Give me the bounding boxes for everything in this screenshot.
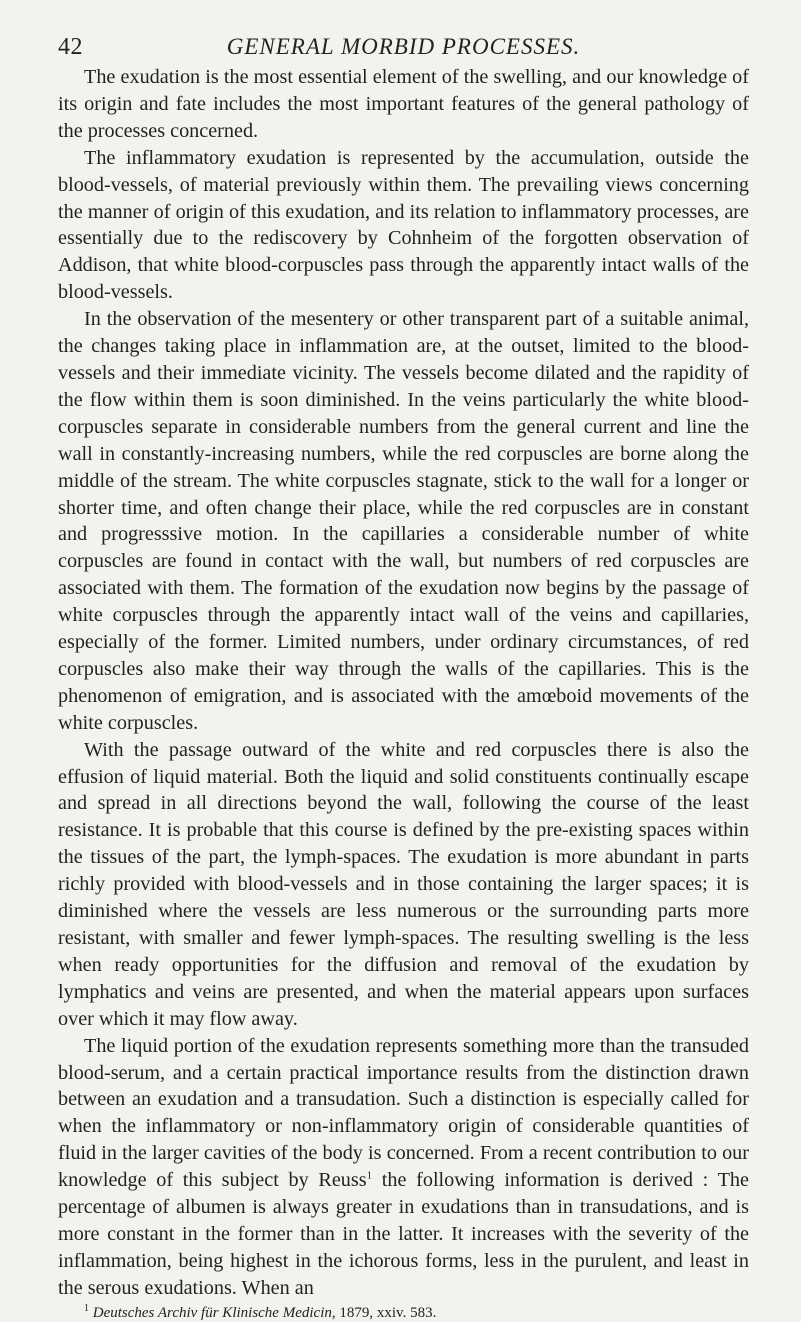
paragraph-liquid-effusion: With the passage outward of the white and red corpuscles there is also the effusion of liquid material. Both the liquid and solid constituents continually escape and spread in all directions beyond the wall, following the course of the least resistance. It is probable that this course is defined by the pre-existing spaces within the tissues of the part, the lymph-spaces. The exudation is more abundant in parts richly provided with blood-vessels and in those containing the larger spaces; it is diminished where the vessels are less numerous or the surrounding parts more resistant, with smaller and fewer lymph-spaces. The resulting swelling is the less when ready opportunities for the diffusion and removal of the exudation by lymphatics and veins are presented, and when the material appears upon surfaces over which it may flow away. (58, 738, 749, 1030)
running-title: GENERAL MORBID PROCESSES. (226, 34, 581, 59)
footnote-journal: Deutsches Archiv für Klinische Medicin, (92, 1304, 336, 1321)
paragraph-inflammatory-exudation: The inflammatory exudation is represented by the accumulation, outside the blood-vessels, of material previously within them. The prevailing views concerning the manner of origin of this exudation, and its relation to inflammatory processes, are essentially due to the rediscovery by Cohnheim of the forgotten observation of Addison, that white blood-corpuscles pass through the apparently intact walls of the blood-vessels. (58, 146, 749, 304)
footnote-mark: 1 (84, 1302, 89, 1314)
page-header (58, 20, 749, 64)
paragraph-exudation-vs-transudation (58, 1033, 749, 1302)
paragraph-text-after-note: the following information is derived : The percentage of albumen is always greater in exudations than in transudations, and is more constant in the former than in the latter. It increases with the severity of the inflammation, being highest in the ichorous forms, less in the purulent, and least in the serous exudations. When an (58, 1169, 749, 1299)
paragraph-text-before-note: The liquid portion of the exudation represents something more than the transuded blood-serum, and a certain practical importance results from the distinction drawn between an exudation and a transudation. Such a distinction is especially called for when the inflammatory or non-inflammatory origin of considerable quantities of fluid in the larger cavities of the body is concerned. From a recent contribution to our knowledge of this subject by Reuss (58, 1034, 749, 1192)
page-body (58, 64, 749, 1302)
paragraph-mesentery-observation: In the observation of the mesentery or other transparent part of a suitable animal, the changes taking place in inflammation are, at the outset, limited to the blood-vessels and their immediate vicinity. The vessels become dilated and the rapidity of the flow within them is soon diminished. In the veins particularly the white blood-corpuscles separate in considerable numbers from the general current and line the wall in constantly-increasing numbers, while the red corpuscles are borne along the middle of the stream. The white corpuscles stagnate, stick to the wall for a longer or shorter time, and often change their place, while the red corpuscles are in constant and progresssive motion. In the capillaries a considerable number of white corpuscles are found in contact with the wall, but numbers of red corpuscles are associated with them. The formation of the exudation now begins by the passage of white corpuscles through the apparently intact wall of the veins and capillaries, especially of the former. Limited numbers, under ordinary circumstances, of red corpuscles also make their way through the walls of the capillaries. This is the phenomenon of emigration, and is associated with the amœboid movements of the white corpuscles. (58, 308, 749, 734)
footnote-reference: 1 (366, 1169, 373, 1182)
paragraph-exudation-intro: The exudation is the most essential element of the swelling, and our knowledge of its origin and fate includes the most important features of the general pathology of the processes concerned. (58, 66, 749, 142)
page-number: 42 (58, 34, 83, 60)
footnote-citation: 1879, xxiv. 583. (335, 1304, 437, 1321)
footnote (58, 1304, 749, 1322)
